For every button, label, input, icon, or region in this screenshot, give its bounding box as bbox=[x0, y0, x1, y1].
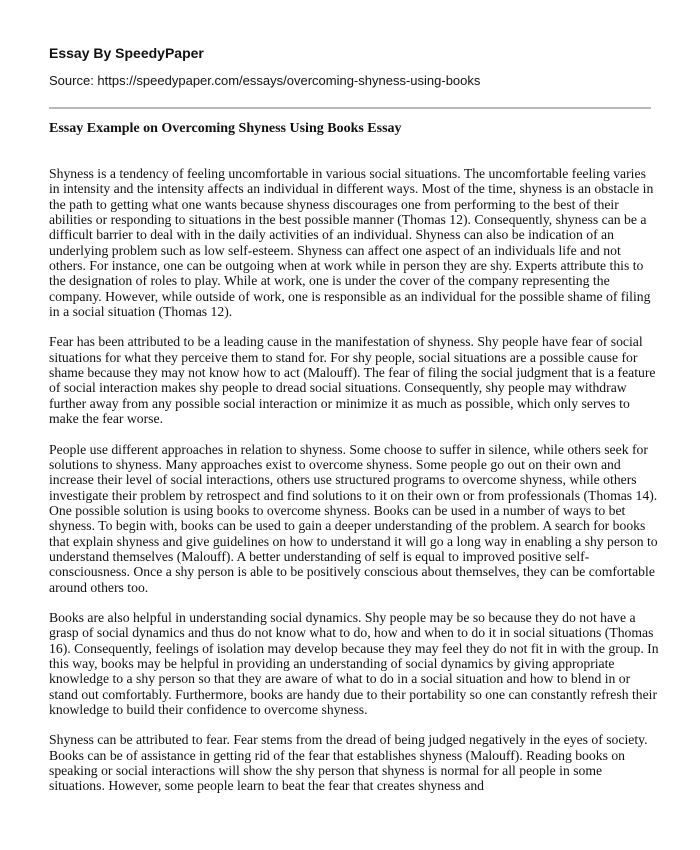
essay-title: Essay Example on Overcoming Shyness Using Books Essay bbox=[49, 121, 402, 136]
source-line: Source: https://speedypaper.com/essays/overcoming-shyness-using-books bbox=[49, 73, 481, 88]
paragraph: People use different approaches in relation to shyness. Some choose to suffer in silence, while others seek for solutions to shyness. Many approaches exist to overcome shyness. Some people go out on their own and increase their level of social interactions, others use structured programs to overcome shyness, while others investigate their problem by retrospect and find solutions to it on their own or from professionals (Thomas 14). One possible solution is using books to overcome shyness. Books can be used in a number of ways to bet shyness. To begin with, books can be used to gain a deeper understanding of the problem. A search for books that explain shyness and give guidelines on how to understand it will go a long way in enabling a shy person to understand themselves (Malouff). A better understanding of self is equal to improved positive self-consciousness. Once a shy person is able to be positively conscious about themselves, they can be comfortable around others too. bbox=[49, 441, 658, 595]
divider bbox=[49, 107, 651, 109]
essay-body bbox=[49, 166, 659, 809]
paragraph: Fear has been attributed to be a leading cause in the manifestation of shyness. Shy people have fear of social situations for what they perceive them to stand for. For shy people, social situations are a possible cause for shame because they may not know how to act (Malouff). The fear of filing the social judgment that is a feature of social interaction makes shy people to dread social situations. Consequently, shy people may withdraw further away from any possible social interaction or minimize it as much as possible, which only serves to make the fear worse. bbox=[49, 334, 656, 427]
paragraph: Shyness can be attributed to fear. Fear stems from the dread of being judged negatively in the eyes of society. Books can be of assistance in getting rid of the fear that establishes shyness (Malouff). Reading books on speaking or social interactions will show the shy person that shyness is normal for all people in some situations. However, some people learn to beat the fear that creates shyness and bbox=[49, 732, 648, 794]
paragraph: Shyness is a tendency of feeling uncomfortable in various social situations. The uncomfortable feeling varies in intensity and the intensity affects an individual in different ways. Most of the time, shyness is an obstacle in the path to getting what one wants because shyness discourages one from performing to the best of their abilities or responding to situations in the best possible manner (Thomas 12). Consequently, shyness can be a difficult barrier to deal with in the daily activities of an individual. Shyness can also be indication of an underlying problem such as low self-esteem. Shyness can affect one aspect of an individuals life and not others. For instance, one can be outgoing when at work while in person they are shy. Experts attribute this to the designation of roles to play. While at work, one is under the cover of the company representing the company. However, while outside of work, one is responsible as an individual for the possible shame of filing in a social situation (Thomas 12). bbox=[49, 166, 654, 320]
essay-by-heading: Essay By SpeedyPaper bbox=[49, 45, 204, 61]
paragraph: Books are also helpful in understanding social dynamics. Shy people may be so because they do not have a grasp of social dynamics and thus do not know what to do, how and when to do it in social situations (Thomas 16). Consequently, feelings of isolation may develop because they may feel they do not fit in with the group. In this way, books may be helpful in providing an understanding of social dynamics by giving appropriate knowledge to a shy person so that they are aware of what to do in a social situation and how to blend in or stand out comfortably. Furthermore, books are handy due to their portability so one can constantly refresh their knowledge to build their confidence to overcome shyness. bbox=[49, 609, 659, 717]
